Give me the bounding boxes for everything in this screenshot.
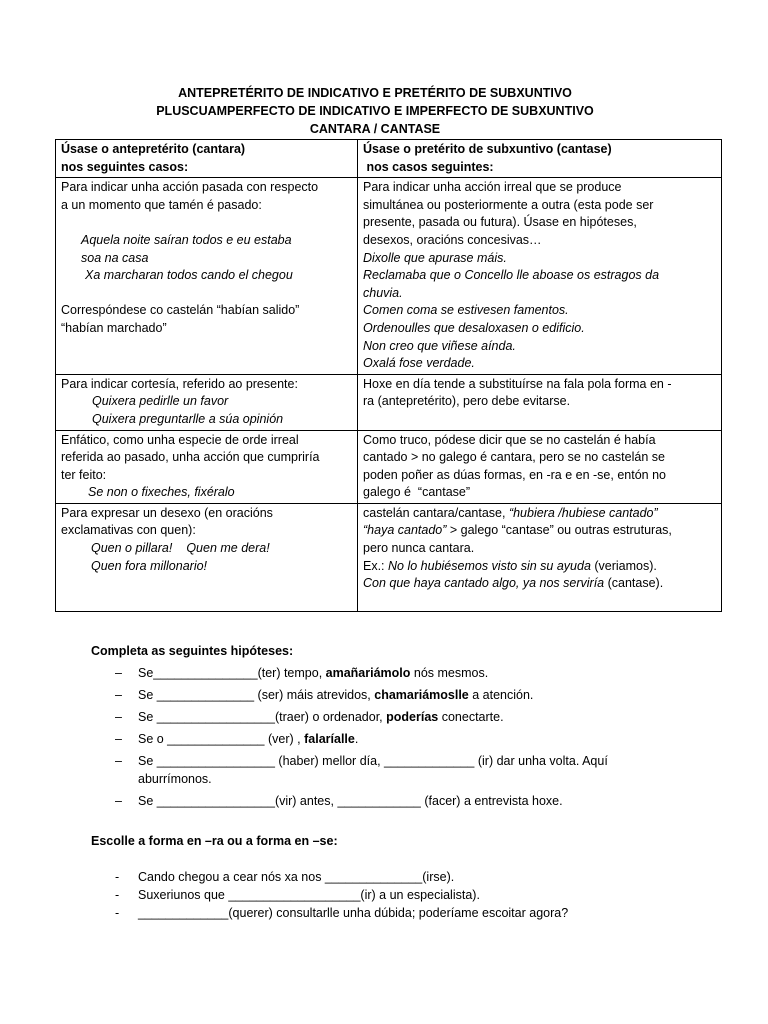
text-line: Correspóndese co castelán “habían salido” xyxy=(61,303,300,318)
row4-right-cell xyxy=(358,503,722,611)
text-line: presente, pasada ou futura). Úsase en hipóteses, xyxy=(363,215,637,230)
example-phrase: Quen me dera! xyxy=(186,541,270,556)
example-line: Quixera pedirlle un favor xyxy=(92,394,229,409)
section2-list xyxy=(91,869,651,923)
list-item xyxy=(91,793,651,811)
list-dash: – xyxy=(115,666,122,680)
list-dash: – xyxy=(115,754,122,769)
item-text: Se_______________(ter) tempo, xyxy=(138,666,326,680)
text-line: pero nunca cantara. xyxy=(363,541,475,556)
section2-title: Escolle a forma en –ra ou a forma en –se: xyxy=(91,834,338,848)
text-line: poden poñer as dúas formas, en -ra e en -se, entón no xyxy=(363,467,666,482)
text-span: (veriamos). xyxy=(590,558,657,573)
text-line: simultánea ou posteriormente a outra (esta pode ser xyxy=(363,197,654,212)
text-line: desexos, oracións concesivas… xyxy=(363,232,542,247)
table-header-row xyxy=(56,140,722,178)
header-right-line: Úsase o pretérito de subxuntivo (cantase) xyxy=(363,142,612,156)
list-dash: - xyxy=(115,906,120,921)
example-line: chuvia. xyxy=(363,285,403,300)
example-line: Aquela noite saíran todos e eu estaba xyxy=(81,232,292,247)
example-phrase: Quen o pillara! xyxy=(91,541,173,556)
title-line-2: PLUSCUAMPERFECTO DE INDICATIVO E IMPERFECTO DE SUBXUNTIVO xyxy=(156,104,594,118)
table-row xyxy=(56,430,722,503)
list-item xyxy=(91,731,651,749)
text-line xyxy=(363,558,717,576)
example-line: Quixera preguntarlle a súa opinión xyxy=(92,411,284,426)
text-line: a un momento que tamén é pasado: xyxy=(61,197,262,212)
header-left-line: nos seguintes casos: xyxy=(61,159,189,174)
example-line: Ordenoulles que desaloxasen o edificio. xyxy=(363,320,585,335)
item-text: Se _________________(traer) o ordenador, xyxy=(138,710,387,725)
example-line: soa na casa xyxy=(81,250,149,265)
item-text: _____________(querer) consultarlle unha dúbida; poderíame escoitar agora? xyxy=(138,906,569,921)
text-line xyxy=(363,575,717,593)
row3-left-cell xyxy=(56,430,358,503)
table-row xyxy=(56,374,722,430)
item-text: a atención. xyxy=(468,688,534,703)
item-text: Se ______________ (ser) máis atrevidos, xyxy=(138,688,375,703)
row1-right-cell xyxy=(358,178,722,375)
text-line: cantado > no galego é cantara, pero se no castelán se xyxy=(363,450,665,465)
text-span: > galego “cantase” ou outras estruturas, xyxy=(446,523,672,538)
text-line: Enfático, como unha especie de orde irreal xyxy=(61,432,299,447)
row2-right-cell xyxy=(358,374,722,430)
item-text: nós mesmos. xyxy=(410,666,489,680)
text-span: “haya cantado” xyxy=(363,523,447,538)
header-left-cell xyxy=(56,140,358,178)
list-item xyxy=(91,869,651,887)
text-line: Para indicar unha acción pasada con respecto xyxy=(61,180,319,195)
document-titles xyxy=(55,84,695,138)
text-span: Con que haya cantado algo, ya nos serviría xyxy=(363,576,605,591)
list-dash: – xyxy=(115,732,122,747)
text-line: galego é “cantase” xyxy=(363,485,471,500)
item-bold: amañariámolo xyxy=(325,666,411,680)
text-span: No lo hubiésemos visto sin su ayuda xyxy=(388,558,591,573)
item-text: Suxeriunos que ___________________(ir) a un especialista). xyxy=(138,888,480,903)
example-line: Non creo que viñese aínda. xyxy=(363,338,516,353)
table-row xyxy=(56,503,722,611)
header-right-cell xyxy=(358,140,722,178)
list-item xyxy=(91,887,651,905)
text-line: Para expresar un desexo (en oracións xyxy=(61,505,273,520)
list-dash: – xyxy=(115,710,122,725)
text-line: referida ao pasado, unha acción que cumpriría xyxy=(61,450,320,465)
text-line: “habían marchado” xyxy=(61,320,167,335)
text-span: castelán cantara/cantase, xyxy=(363,505,509,520)
list-dash: - xyxy=(115,888,120,903)
text-line: ra (antepretérito), pero debe evitarse. xyxy=(363,394,571,409)
list-dash: - xyxy=(115,870,120,884)
text-span: (cantase). xyxy=(604,576,664,591)
text-line: ter feito: xyxy=(61,467,107,482)
item-bold: poderías xyxy=(386,710,439,725)
item-text: Se _________________(vir) antes, ____________ (facer) a entrevista hoxe. xyxy=(138,794,563,809)
list-item xyxy=(91,687,651,705)
item-text: . xyxy=(354,732,359,747)
title-line-3: CANTARA / CANTASE xyxy=(309,122,441,136)
example-line: Quen fora millonario! xyxy=(91,558,208,573)
item-text: Cando chegou a cear nós xa nos ______________(irse). xyxy=(138,870,455,884)
table-row xyxy=(56,178,722,375)
item-text: conectarte. xyxy=(438,710,504,725)
list-dash: – xyxy=(115,688,122,703)
text-line: Hoxe en día tende a substituírse na fala pola forma en - xyxy=(363,376,672,391)
section1-list xyxy=(91,665,651,815)
row1-left-cell xyxy=(56,178,358,375)
text-line: Como truco, pódese dicir que se no castelán é había xyxy=(363,432,656,447)
row3-right-cell xyxy=(358,430,722,503)
row4-left-cell xyxy=(56,503,358,611)
row2-left-cell xyxy=(56,374,358,430)
item-bold: chamariámoslle xyxy=(374,688,469,703)
list-item xyxy=(91,709,651,727)
example-line: Xa marcharan todos cando el chegou xyxy=(85,268,293,283)
text-line: Para indicar unha acción irreal que se produce xyxy=(363,180,622,195)
text-span: Ex.: xyxy=(363,558,389,573)
section1-title: Completa as seguintes hipóteses: xyxy=(91,644,294,658)
grammar-table xyxy=(55,139,722,612)
example-line xyxy=(61,540,353,558)
item-text: Se o ______________ (ver) , xyxy=(138,732,305,747)
example-line: Dixolle que apurase máis. xyxy=(363,250,507,265)
text-span: “hubiera /hubiese cantado” xyxy=(508,505,658,520)
example-line: Oxalá fose verdade. xyxy=(363,356,475,371)
list-dash: – xyxy=(115,794,122,809)
example-line: Reclamaba que o Concello lle aboase os estragos da xyxy=(363,268,660,283)
title-line-1: ANTEPRETÉRITO DE INDICATIVO E PRETÉRITO DE SUBXUNTIVO xyxy=(178,86,572,100)
list-item xyxy=(91,905,651,923)
text-line: Para indicar cortesía, referido ao presente: xyxy=(61,376,298,391)
header-right-line: nos casos seguintes: xyxy=(363,159,494,174)
list-item xyxy=(91,753,651,788)
text-line xyxy=(363,522,717,540)
item-text: Se _________________ (haber) mellor día, _____________ (ir) dar unha volta. Aquí aburrímonos. xyxy=(138,754,608,786)
text-line xyxy=(363,505,717,523)
list-item xyxy=(91,665,651,683)
example-line: Se non o fixeches, fixéralo xyxy=(88,485,235,500)
header-left-line: Úsase o antepretérito (cantara) xyxy=(61,142,246,156)
text-line: exclamativas con quen): xyxy=(61,523,196,538)
item-bold: falaríalle xyxy=(304,732,355,747)
example-line: Comen coma se estivesen famentos. xyxy=(363,303,569,318)
